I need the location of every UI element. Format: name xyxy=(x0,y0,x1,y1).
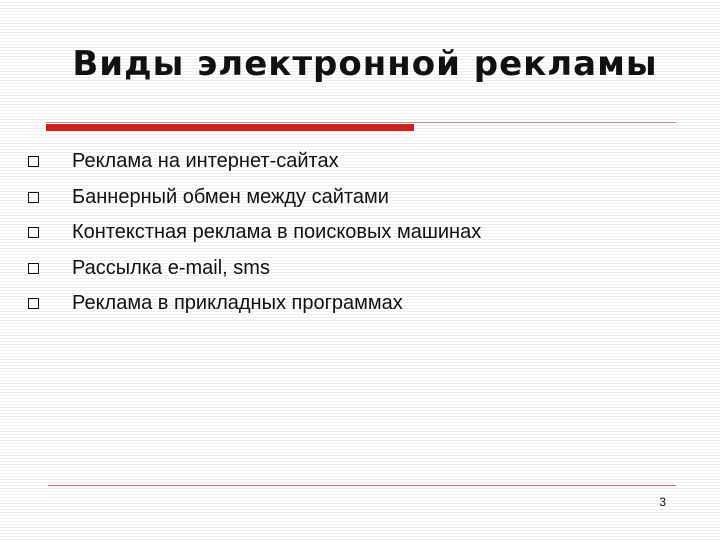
bullet-text: Контекстная реклама в поисковых машинах xyxy=(72,221,482,243)
hollow-square-icon xyxy=(28,227,39,238)
bullet-text: Реклама на интернет-сайтах xyxy=(72,150,339,172)
hollow-square-icon xyxy=(28,263,39,274)
bullet-text: Баннерный обмен между сайтами xyxy=(72,185,389,208)
bullet-text: Реклама в прикладных программах xyxy=(72,292,403,314)
title-underline-thin xyxy=(46,122,676,123)
hollow-square-icon xyxy=(28,298,39,309)
hollow-square-icon xyxy=(28,156,39,167)
bullet-text: Рассылка e-mail, sms xyxy=(72,256,270,279)
page-number: 3 xyxy=(659,495,666,509)
footer-divider xyxy=(48,485,676,486)
hollow-square-icon xyxy=(28,192,39,203)
slide-title: Виды электронной рекламы xyxy=(72,44,658,84)
title-underline-accent xyxy=(46,124,414,131)
